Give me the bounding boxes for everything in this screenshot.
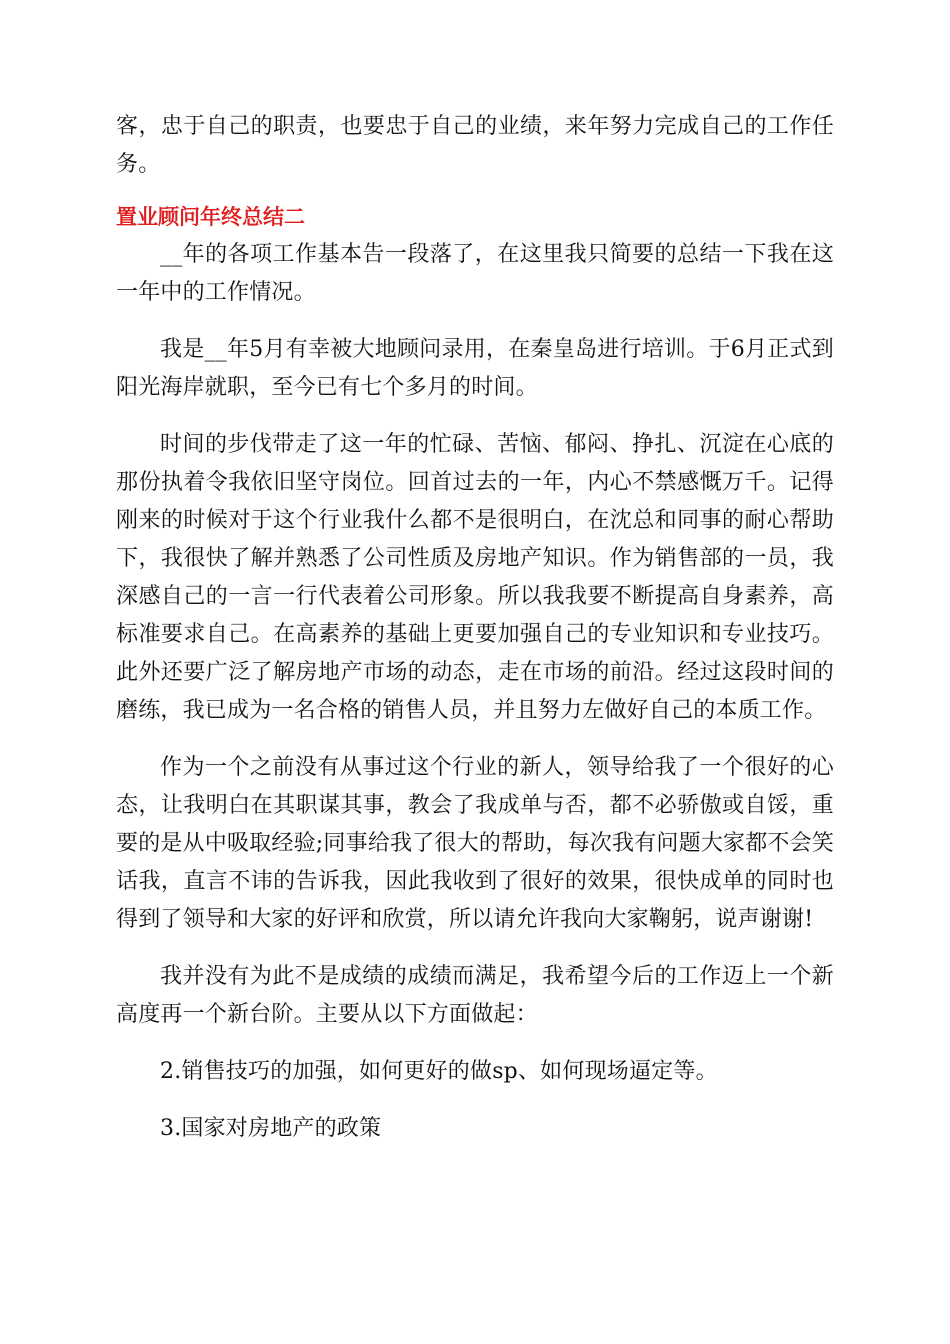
paragraph-reflection: 时间的步伐带走了这一年的忙碌、苦恼、郁闷、挣扎、沉淀在心底的那份执着令我依旧坚守岗位。回首过去的一年，内心不禁感慨万千。记得刚来的时候对于这个行业我什么都不是很明白，在沈总和同事的耐心帮助下，我很快了解并熟悉了公司性质及房地产知识。作为销售部的一员，我深感自己的一言一行代表着公司形象。所以我我要不断提高自身素养，高标准要求自己。在高素养的基础上更要加强自己的专业知识和专业技巧。此外还要广泛了解房地产市场的动态，走在市场的前沿。经过这段时间的磨练，我已成为一名合格的销售人员，并且努力左做好自己的本质工作。	[116, 432, 834, 723]
paragraph-hiring: 我是__年5月有幸被大地顾问录用，在秦皇岛进行培训。于6月正式到阳光海岸就职，至今已有七个多月的时间。	[116, 337, 834, 400]
list-item-sales-skills: 2.销售技巧的加强，如何更好的做sp、如何现场逼定等。	[160, 1059, 718, 1084]
paragraph-gratitude: 作为一个之前没有从事过这个行业的新人，领导给我了一个很好的心态，让我明白在其职谋其事，教会了我成单与否，都不必骄傲或自馁，重要的是从中吸取经验;同事给我了很大的帮助，每次我有问题大家都不会笑话我，直言不讳的告诉我，因此我收到了很好的效果，很快成单的同时也得到了领导和大家的好评和欣赏，所以请允许我向大家鞠躬，说声谢谢!	[116, 755, 835, 932]
document-page	[116, 108, 834, 1148]
list-item-policy: 3.国家对房地产的政策	[160, 1116, 382, 1141]
paragraph-goals: 我并没有为此不是成绩的成绩而满足，我希望今后的工作迈上一个新高度再一个新台阶。主要从以下方面做起：	[116, 964, 834, 1027]
continuation-paragraph: 客，忠于自己的职责，也要忠于自己的业绩，来年努力完成自己的工作任务。	[116, 114, 834, 177]
section-title: 置业顾问年终总结二	[116, 205, 305, 229]
paragraph-intro: __年的各项工作基本告一段落了，在这里我只简要的总结一下我在这一年中的工作情况。	[116, 242, 834, 305]
